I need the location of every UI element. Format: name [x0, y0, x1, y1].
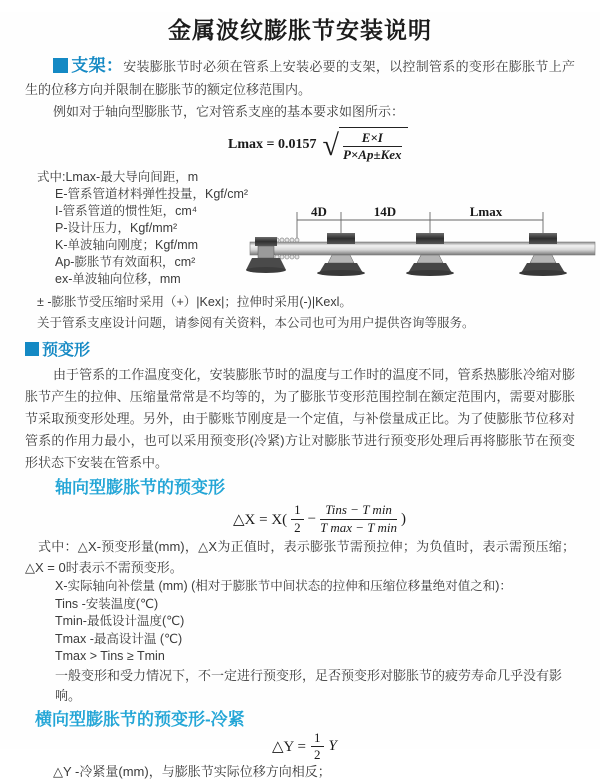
- axial-predeform-formula: [233, 502, 600, 536]
- axial-formula-rhs: ): [401, 510, 407, 527]
- support-section-heading: [53, 56, 123, 75]
- definition-line: I-管系管道的惯性矩，cm⁴: [55, 204, 198, 218]
- definition-line: 式中:Lmax-最大导向间距，m: [37, 170, 199, 184]
- temp-frac-denominator: T max − T min: [320, 519, 398, 535]
- sqrt-expression: [322, 127, 407, 164]
- dim-label-4d: 4D: [311, 204, 327, 219]
- lateral-frac-denominator: 2: [314, 747, 321, 762]
- dim-label-14d: 14D: [373, 204, 397, 219]
- lmax-formula-lhs: Lmax = 0.0157: [228, 137, 317, 152]
- lateral-predeform-formula: [272, 729, 600, 762]
- predeform-heading-label: 预变形: [42, 342, 91, 359]
- dim-label-lmax: Lmax: [469, 204, 503, 219]
- support-example-line: 例如对于轴向型膨胀节，它对管系支座的基本要求如图所示：: [53, 104, 405, 119]
- lateral-frac-numerator: 1: [311, 730, 324, 747]
- temp-frac-numerator: Tins − T min: [320, 502, 397, 519]
- radical-sign: √: [322, 129, 339, 162]
- predeform-section-heading: [25, 340, 600, 362]
- pipe-support-diagram-svg: [250, 204, 595, 304]
- lmax-formula-numerator: E×I: [343, 130, 402, 147]
- axial-note: 一般变形和受力情况下，不一定进行预变形，足否预变形对膨胀节的疲劳寿命几乎没有影响。: [55, 667, 563, 703]
- lateral-formula-lhs: △Y =: [272, 739, 307, 755]
- sign-note: ± -膨胀节受压缩时采用（+）|Kex|；拉伸时采用(-)|Kexl。: [37, 295, 352, 309]
- axial-subheading: 轴向型膨胀节的预变形: [55, 478, 225, 497]
- support-intro-paragraph: [25, 55, 575, 101]
- minus-operator: −: [307, 510, 317, 527]
- lateral-formula-explanation: △Y -冷紧量(mm)，与膨胀节实际位移方向相反；: [53, 763, 331, 779]
- blue-square-icon: [53, 58, 68, 73]
- definition-line: E-管系管道材料弹性投量，Kgf/cm²: [55, 187, 249, 201]
- definition-line: K-单波轴向刚度；Kgf/mm: [55, 238, 199, 252]
- axial-item: Tmax > Tins ≥ Tmin: [55, 649, 165, 663]
- lateral-subheading: 横向型膨胀节的预变形-冷紧: [35, 709, 245, 729]
- axial-symbol-list: [55, 578, 600, 666]
- lmax-formula: [228, 127, 600, 163]
- axial-item: Tmin-最低设计温度(℃): [55, 614, 185, 628]
- predeform-body-paragraph: 由于管系的工作温度变化，安装膨胀节时的温度与工作时的温度不同，管系热膨胀冷缩对膨胀节产生的拉伸、压缩量常常是不均等的，为了膨胀节变形范围控制在额定范围内，需要对膨胀节采取预变形处理。另外，由于膨账节刚度是一个定值，与补偿量成正比。为了使膨胀节位移对管系的作用力最小，也可以采用预变形(冷紧)方让对膨胀节进行预变形处理后再将膨胀节在预变形状态下安装在管系中。: [25, 367, 575, 470]
- lateral-formula-rhs: Y: [328, 738, 337, 754]
- page-title: 金属波纹膨胀节安装说明: [168, 17, 432, 43]
- blue-square-icon: [25, 342, 39, 356]
- axial-item: Tins -安装温度(℃): [55, 596, 159, 611]
- axial-formula-lhs: △X = X(: [233, 511, 288, 528]
- definition-line: ex-单波轴向位移，mm: [55, 272, 181, 286]
- half-denominator: 2: [294, 519, 301, 535]
- definition-line: Ap-膨胀节有效面积，cm²: [55, 255, 196, 269]
- pipe-support-diagram: [250, 204, 595, 304]
- half-numerator: 1: [291, 502, 304, 519]
- support-heading-label: 支架：: [71, 56, 124, 75]
- support-intro-text: 安装膨胀节时必须在管系上安装必要的支架，以控制管系的变形在膨胀节上产生的位移方向并限制在膨胀节的额定位移范围内。: [25, 59, 575, 97]
- service-note: 关于管系支座设计问题，请参阅有关资料，本公司也可为用户提供咨询等服务。: [37, 316, 475, 330]
- axial-formula-explanation: 式中：△X-预变形量(mm)，△X为正值时，表示膨张节需预拉伸；为负值时，表示需预压缩；△X = 0时表示不需预变形。: [25, 539, 575, 575]
- axial-item: X-实际轴向补偿量 (mm) (相对于膨胀节中间状态的拉伸和压缩位移量绝对值之和)：: [55, 579, 512, 593]
- definition-line: P-设计压力，Kgf/mm²: [55, 221, 178, 235]
- lmax-formula-denominator: P×Ap±Kex: [342, 147, 402, 162]
- axial-item: Tmax -最高设计温 (℃): [55, 631, 183, 646]
- document-page: [0, 12, 600, 779]
